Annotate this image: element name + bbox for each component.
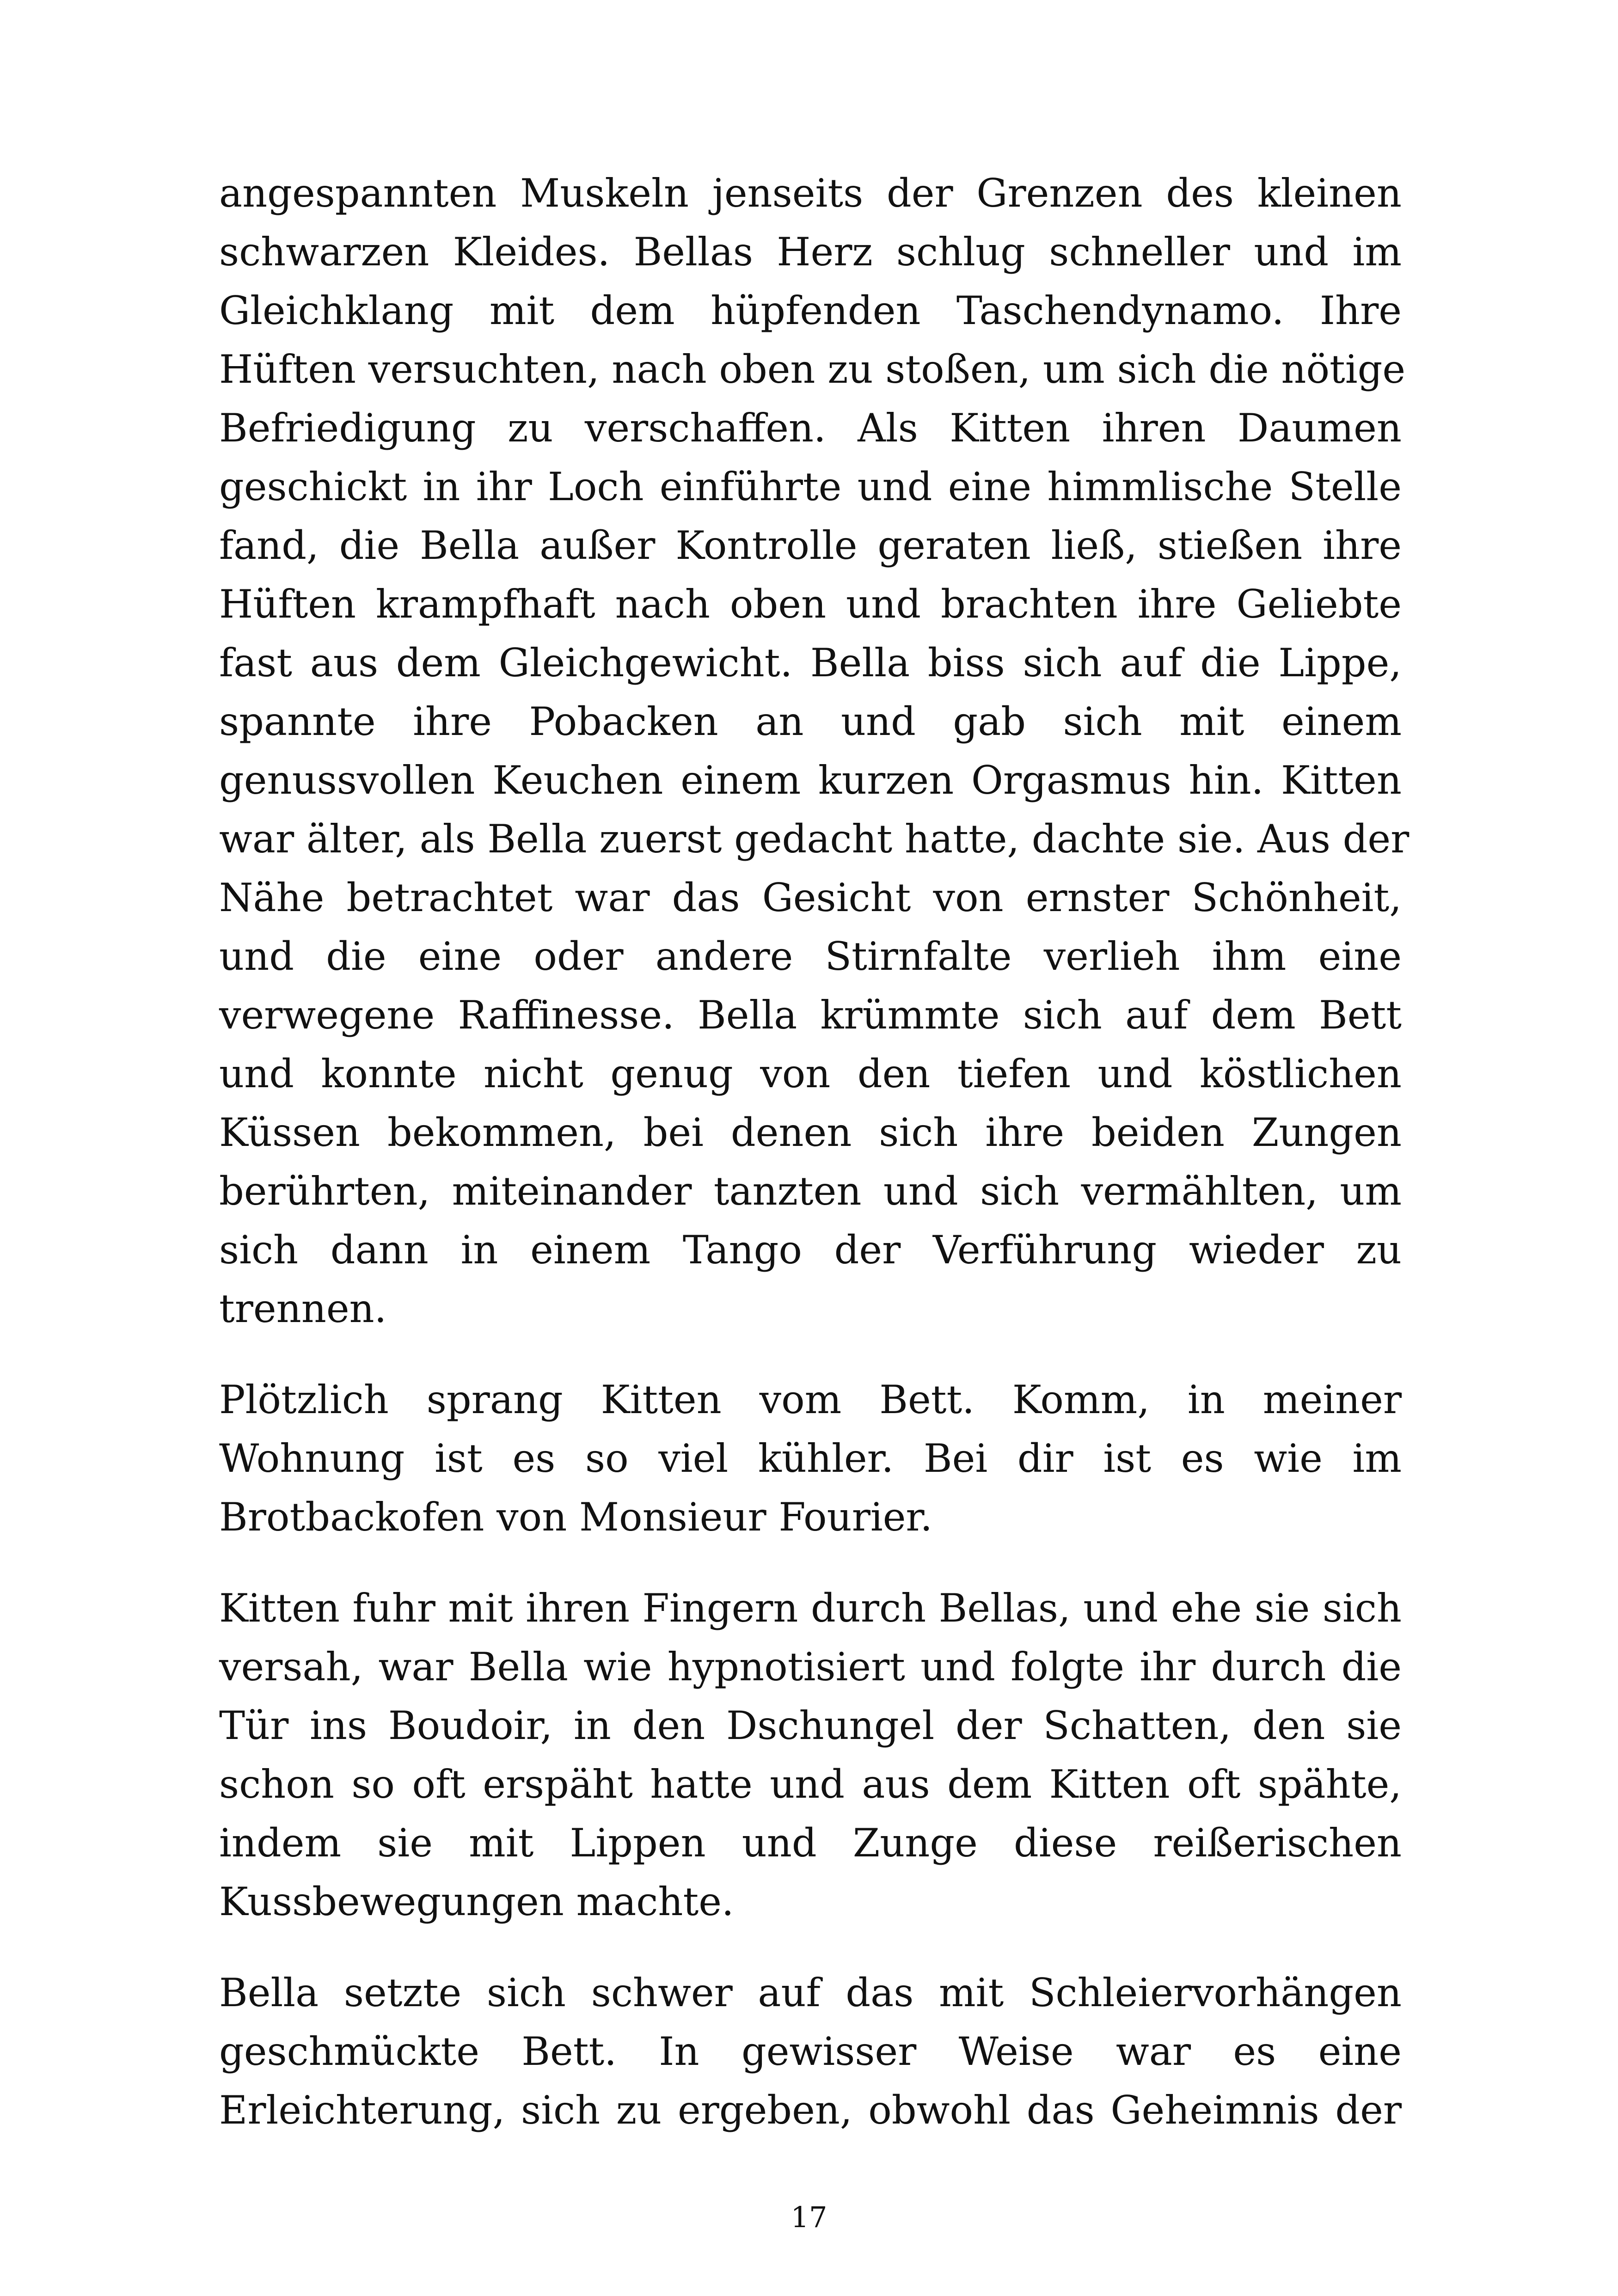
text-line: verwegene Raffinesse. Bella krümmte sich auf dem Bett — [219, 992, 1402, 1038]
paragraph — [219, 1964, 1402, 2140]
text-line: Hüften krampfhaft nach oben und brachten ihre Geliebte — [219, 582, 1402, 627]
text-line: schwarzen Kleides. Bellas Herz schlug schneller und im — [219, 229, 1402, 275]
text-line: fand, die Bella außer Kontrolle geraten ließ, stießen ihre — [219, 523, 1402, 568]
paragraph — [219, 1579, 1402, 1931]
paragraph — [219, 1371, 1402, 1547]
paragraph — [219, 164, 1410, 1338]
page-number: 17 — [791, 2200, 827, 2234]
text-line: Plötzlich sprang Kitten vom Bett. Komm, in meiner — [219, 1377, 1402, 1422]
text-line: fast aus dem Gleichgewicht. Bella biss sich auf die Lippe, — [219, 640, 1402, 686]
body-text — [219, 164, 1410, 2140]
text-line: Gleichklang mit dem hüpfenden Taschendynamo. Ihre — [219, 288, 1402, 333]
text-line: geschickt in ihr Loch einführte und eine himmlische Stelle — [219, 464, 1402, 509]
text-line: und die eine oder andere Stirnfalte verlieh ihm eine — [219, 934, 1402, 979]
text-line: Wohnung ist es so viel kühler. Bei dir ist es wie im — [219, 1436, 1402, 1481]
text-line: genussvollen Keuchen einem kurzen Orgasmus hin. Kitten — [219, 758, 1402, 803]
text-line: Tür ins Boudoir, in den Dschungel der Schatten, den sie — [219, 1703, 1402, 1748]
text-line: spannte ihre Pobacken an und gab sich mit einem — [219, 699, 1402, 744]
text-line: Kussbewegungen machte. — [219, 1879, 734, 1924]
text-line: und konnte nicht genug von den tiefen und köstlichen — [219, 1051, 1402, 1096]
text-line: berührten, miteinander tanzten und sich vermählten, um — [219, 1169, 1402, 1214]
text-line: Küssen bekommen, bei denen sich ihre beiden Zungen — [219, 1110, 1402, 1155]
text-line: Brotbackofen von Monsieur Fourier. — [219, 1494, 933, 1540]
text-line: Erleichterung, sich zu ergeben, obwohl das Geheimnis der — [219, 2088, 1402, 2133]
text-line: war älter, als Bella zuerst gedacht hatte, dachte sie. Aus der — [219, 816, 1410, 862]
text-line: Bella setzte sich schwer auf das mit Schleiervorhängen — [219, 1970, 1402, 2015]
text-line: trennen. — [219, 1286, 387, 1331]
text-line: indem sie mit Lippen und Zunge diese reißerischen — [219, 1820, 1402, 1866]
text-line: sich dann in einem Tango der Verführung wieder zu — [219, 1227, 1402, 1273]
text-line: Hüften versuchten, nach oben zu stoßen, um sich die nötige — [219, 347, 1406, 392]
text-line: angespannten Muskeln jenseits der Grenzen des kleinen — [219, 171, 1402, 216]
text-line: geschmückte Bett. In gewisser Weise war es eine — [219, 2029, 1402, 2074]
text-line: Kitten fuhr mit ihren Fingern durch Bellas, und ehe sie sich — [219, 1586, 1402, 1631]
text-line: versah, war Bella wie hypnotisiert und folgte ihr durch die — [219, 1644, 1402, 1690]
text-line: schon so oft erspäht hatte und aus dem Kitten oft spähte, — [219, 1762, 1402, 1807]
text-line: Nähe betrachtet war das Gesicht von ernster Schönheit, — [219, 875, 1402, 920]
text-line: Befriedigung zu verschaffen. Als Kitten ihren Daumen — [219, 405, 1402, 451]
